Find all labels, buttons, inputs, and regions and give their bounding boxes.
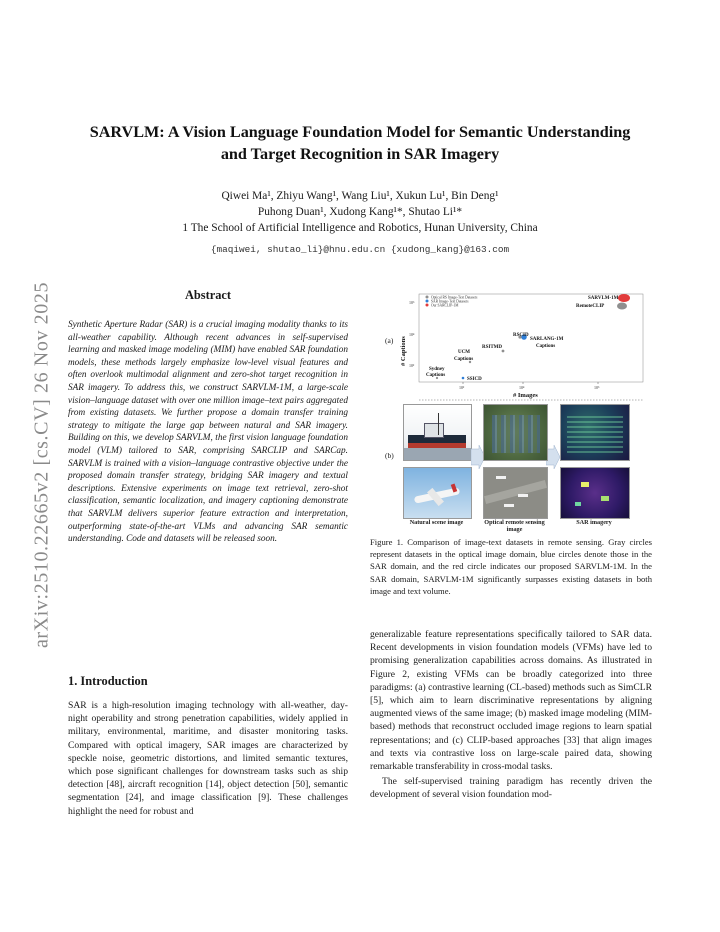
point-label-sydney: Sydney <box>429 367 445 372</box>
x-tick-label: 10⁶ <box>594 385 600 390</box>
point-label-rsitmd: RSITMD <box>482 345 503 350</box>
legend-item: Our SARCLIP-1M <box>431 303 459 308</box>
figure-1 <box>383 290 653 533</box>
intro-paragraph-2: generalizable feature representations specifically tailored to SAR data. Recent developments in vision foundation models (VFMs) have led to promising generalization capabilities across domains. As illustrated in Figure 2, existing VFMs can be broadly categorized into three paradigms: (a) contrastive learning (CL-based) methods such as SimCLR [5], which aim to learn discriminative representations by aligning augmented views of the same image; (b) masked image modeling (MIM-based) methods that reconstruct occluded image regions to learn spatial representations; and (c) CLIP-based approaches [33] that align images and texts via contrastive loss on large-scale paired data, showing remarkable transferability in cross-modal tasks. <box>370 629 652 773</box>
point-ssicd <box>462 377 465 380</box>
right-column-text <box>370 628 652 802</box>
panel-a-label: (a) <box>385 336 394 345</box>
point-label-rscid: RSCID <box>513 333 529 338</box>
point-label-sydney-captions: Captions <box>426 373 446 378</box>
legend-marker-optical <box>426 296 429 299</box>
arxiv-id: arXiv:2510.22665v2 [cs.CV] 26 Nov 2025 <box>30 281 53 649</box>
y-tick-label: 10⁶ <box>409 300 415 305</box>
label-sar-imagery: SAR imagery <box>576 519 612 526</box>
sar-image-airport <box>560 467 630 519</box>
y-tick-label: 10⁴ <box>409 332 415 337</box>
panel-b-label: (b) <box>385 451 394 460</box>
legend-marker-sar <box>426 300 429 303</box>
x-tick-label: 10⁴ <box>519 385 525 390</box>
point-label-ucm-captions: Captions <box>454 357 474 362</box>
intro-paragraph-1: SAR is a high-resolution imaging technology with all-weather, day-night operability and strong penetration capabilities, widely applied in military, environmental, maritime, and disaster monitoring tasks. Compared with optical imagery, SAR images are characterized by speckle noise, geometric distortions, and limited semantic textures, which pose significant challenges for downstream tasks such as ship detection [48], aircraft recognition [14], object detection [50], semantic segmentation [24], and image classification [9]. These challenges highlight the need for robust and <box>68 700 348 817</box>
point-sarvlm-1m <box>618 294 630 302</box>
x-axis-label: # Images <box>513 392 538 399</box>
natural-image-ship <box>403 404 472 461</box>
figure-1-caption: Figure 1. Comparison of image-text datasets in remote sensing. Gray circles represent datasets in the optical image domain, blue circles denote those in the SAR domain, and the red circle indicates our proposed SARVLM-1M. In the SAR domain, SARVLM-1M significantly surpasses existing datasets in both image and text volume. <box>370 537 652 596</box>
authors-line-2: Puhong Duan¹, Xudong Kang¹*, Shutao Li¹* <box>257 206 463 218</box>
point-label-ssicd: SSICD <box>467 377 482 382</box>
dataset-scatter-chart <box>393 290 653 402</box>
intro-paragraph-3: The self-supervised training paradigm has recently driven the development of several vision foundation mod- <box>370 776 652 801</box>
natural-image-airplane <box>403 467 472 519</box>
abstract-text: Synthetic Aperture Radar (SAR) is a crucial imaging modality thanks to its all-weather capability. Although recent advances in self-supervised learning and masked image modeling (MIM) have enabled SAR foundation models, these methods largely emphasize low-level visual features and often overlook multimodal alignment and zero-shot target recognition in SAR imagery. To address this, we construct SARVLM-1M, a large-scale vision–language dataset with over one million image–text pairs aggregated from existing datasets. We further propose a domain transfer training strategy to mitigate the large gap between natural and SAR imagery. Building on this, we develop SARVLM, the first vision language foundation model (VLM) tailored to SAR, comprising SARCLIP and SARCap. SARVLM is trained with a vision–language contrastive objective under the proposed domain transfer strategy, bridging SAR imagery and textual descriptions. Extensive experiments on image text retrieval, zero-shot classification, semantic localization, and imagery captioning demonstrate that SARVLM delivers superior feature extraction and interpretation, outperforming state-of-the-art VLMs and advancing SAR semantic understanding. Code and datasets will be released soon. <box>68 320 348 545</box>
title-line-1: SARVLM: A Vision Language Foundation Model for Semantic Understanding <box>89 123 631 141</box>
optical-remote-image-ships <box>483 404 548 461</box>
paper-title <box>60 121 660 165</box>
label-optical-remote: Optical remote sensing image <box>484 519 545 533</box>
author-block <box>60 188 660 236</box>
legend-item: Optical RS Image-Text Datasets <box>431 295 478 300</box>
authors-line-1: Qiwei Ma¹, Zhiyu Wang¹, Wang Liu¹, Xukun Lu¹, Bin Deng¹ <box>221 190 499 202</box>
point-rsitmd <box>502 350 505 353</box>
point-label-sarvlm: SARVLM-1M <box>588 296 619 301</box>
point-remoteclip <box>617 303 627 310</box>
y-axis-label: # Captions <box>400 336 407 366</box>
label-natural-scene: Natural scene image <box>409 519 464 526</box>
affiliation: 1 The School of Artificial Intelligence and Robotics, Hunan University, China <box>182 222 538 234</box>
section-heading-introduction: 1. Introduction <box>68 674 148 688</box>
legend-marker-ours <box>426 304 429 307</box>
author-emails: {maqiwei, shutao_li}@hnu.edu.cn {xudong_kang}@163.com <box>210 244 510 255</box>
arxiv-watermark <box>22 260 62 670</box>
title-line-2: and Target Recognition in SAR Imagery <box>220 145 500 163</box>
point-label-remoteclip: RemoteCLIP <box>576 304 605 309</box>
optical-remote-image-airplanes <box>483 467 548 519</box>
y-tick-label: 10² <box>409 363 415 368</box>
point-label-sarlang: SARLANG-1M <box>530 337 564 342</box>
legend-item: SAR Image-Text Datasets <box>431 299 469 304</box>
abstract-heading: Abstract <box>184 288 232 302</box>
arrow-right-icon <box>546 445 560 469</box>
point-label-sarlang-captions: Captions <box>536 344 556 349</box>
point-label-ucm: UCM <box>458 350 470 355</box>
x-tick-label: 10² <box>459 385 465 390</box>
sar-image-harbor <box>560 404 630 461</box>
